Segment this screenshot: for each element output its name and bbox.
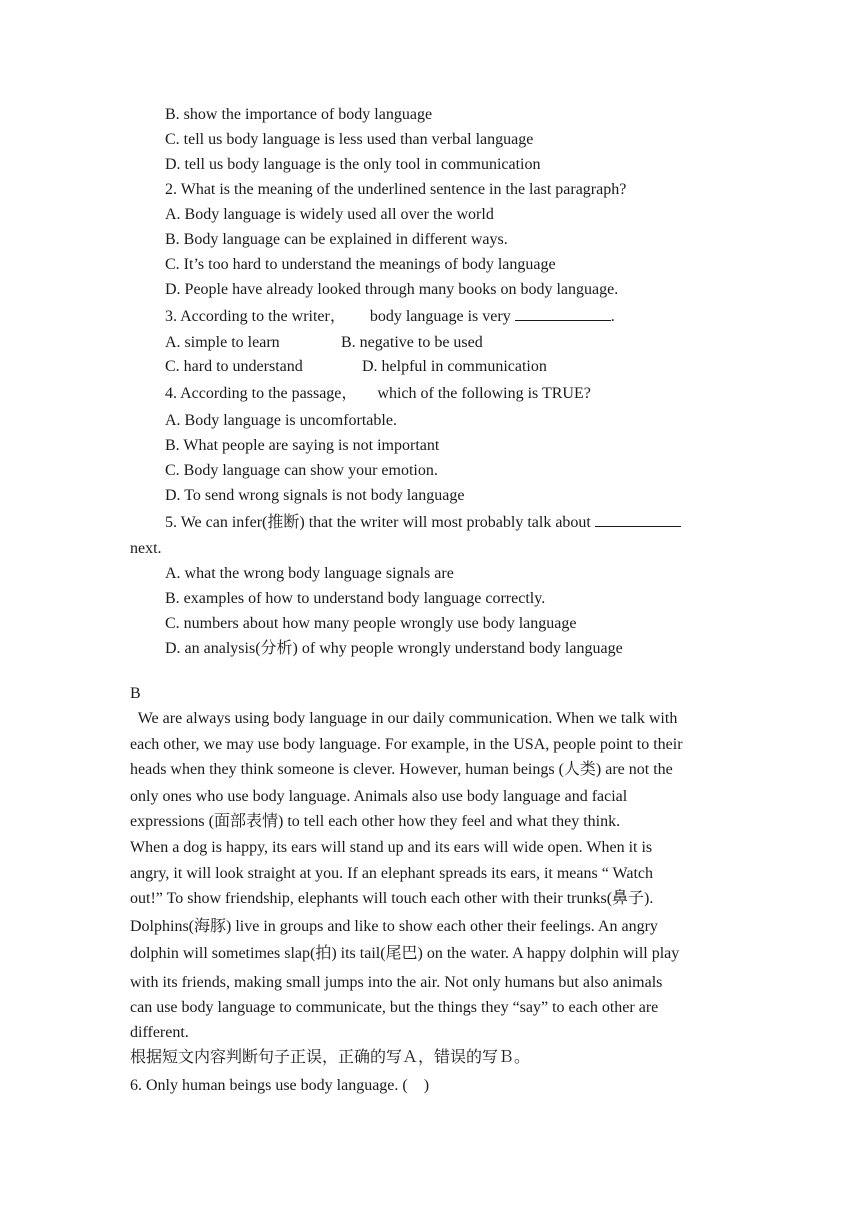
passage-line: out!” To show friendship, elephants will touch each other with their trunks(鼻子). — [130, 890, 654, 907]
q4-option-c: C. Body language can show your emotion. — [165, 462, 438, 479]
q4-question — [165, 384, 591, 404]
q5-option-a: A. what the wrong body language signals are — [165, 565, 454, 582]
q2-option-c: C. It’s too hard to understand the meanings of body language — [165, 256, 556, 273]
passage-line: heads when they think someone is clever. However, human beings (人类) are not the — [130, 761, 673, 778]
passage-line: We are always using body language in our daily communication. When we talk with — [130, 710, 678, 727]
q5-option-b: B. examples of how to understand body language correctly. — [165, 590, 546, 607]
q4-option-b: B. What people are saying is not important — [165, 437, 440, 454]
q2-option-a: A. Body language is widely used all over the world — [165, 206, 494, 223]
q3-question-part2: body language is very — [369, 308, 511, 325]
q5-option-d: D. an analysis(分析) of why people wrongly understand body language — [165, 640, 623, 657]
passage-line: angry, it will look straight at you. If an elephant spreads its ears, it means “ Watch — [130, 865, 654, 882]
passage-line: can use body language to communicate, but the things they “say” to each other are — [130, 999, 659, 1016]
q3-options-row-2 — [165, 357, 547, 377]
q3-option-c: C. hard to understand — [165, 358, 303, 375]
q5-question-cont: next. — [130, 540, 162, 557]
q1-option-b: B. show the importance of body language — [165, 106, 433, 123]
q1-option-d: D. tell us body language is the only tool in communication — [165, 156, 541, 173]
q4-question-part1: 4. According to the passage， — [165, 385, 358, 402]
q5-option-c: C. numbers about how many people wrongly use body language — [165, 615, 577, 632]
passage-line: only ones who use body language. Animals also use body language and facial — [130, 788, 628, 805]
q5-question — [165, 512, 681, 533]
q6-statement: 6. Only human beings use body language. ( ) — [130, 1077, 430, 1094]
passage-line: When a dog is happy, its ears will stand up and its ears will wide open. When it is — [130, 839, 653, 856]
q1-option-c: C. tell us body language is less used than verbal language — [165, 131, 534, 148]
judgment-instruction: 根据短文内容判断句子正误，正确的写Ａ，错误的写Ｂ。 — [130, 1049, 531, 1066]
passage-line: each other, we may use body language. For example, in the USA, people point to their — [130, 736, 683, 753]
q3-answer-blank[interactable] — [515, 306, 611, 321]
q5-answer-blank[interactable] — [595, 512, 681, 527]
q3-option-a: A. simple to learn — [165, 334, 280, 351]
passage-line: different. — [130, 1024, 189, 1041]
q4-option-d: D. To send wrong signals is not body language — [165, 487, 465, 504]
passage-line: Dolphins(海豚) live in groups and like to show each other their feelings. An angry — [130, 918, 658, 935]
q3-question-end: . — [610, 308, 615, 325]
passage-line: dolphin will sometimes slap(拍) its tail(尾巴) on the water. A happy dolphin will play — [130, 945, 680, 962]
q5-question-text: 5. We can infer(推断) that the writer will most probably talk about — [165, 514, 591, 531]
q2-question: 2. What is the meaning of the underlined sentence in the last paragraph? — [165, 181, 627, 198]
passage-line: expressions (面部表情) to tell each other how they feel and what they think. — [130, 813, 621, 830]
q3-question-part1: 3. According to the writer， — [165, 308, 346, 325]
q4-question-part2: which of the following is TRUE? — [377, 385, 591, 402]
section-b-heading: B — [130, 685, 141, 702]
q3-question — [165, 306, 615, 327]
q3-option-d: D. helpful in communication — [362, 358, 547, 375]
passage-line: with its friends, making small jumps into the air. Not only humans but also animals — [130, 974, 663, 991]
q2-option-d: D. People have already looked through many books on body language. — [165, 281, 619, 298]
q3-option-b: B. negative to be used — [341, 334, 483, 351]
q3-options-row-1 — [165, 333, 483, 353]
q4-option-a: A. Body language is uncomfortable. — [165, 412, 397, 429]
q2-option-b: B. Body language can be explained in different ways. — [165, 231, 508, 248]
